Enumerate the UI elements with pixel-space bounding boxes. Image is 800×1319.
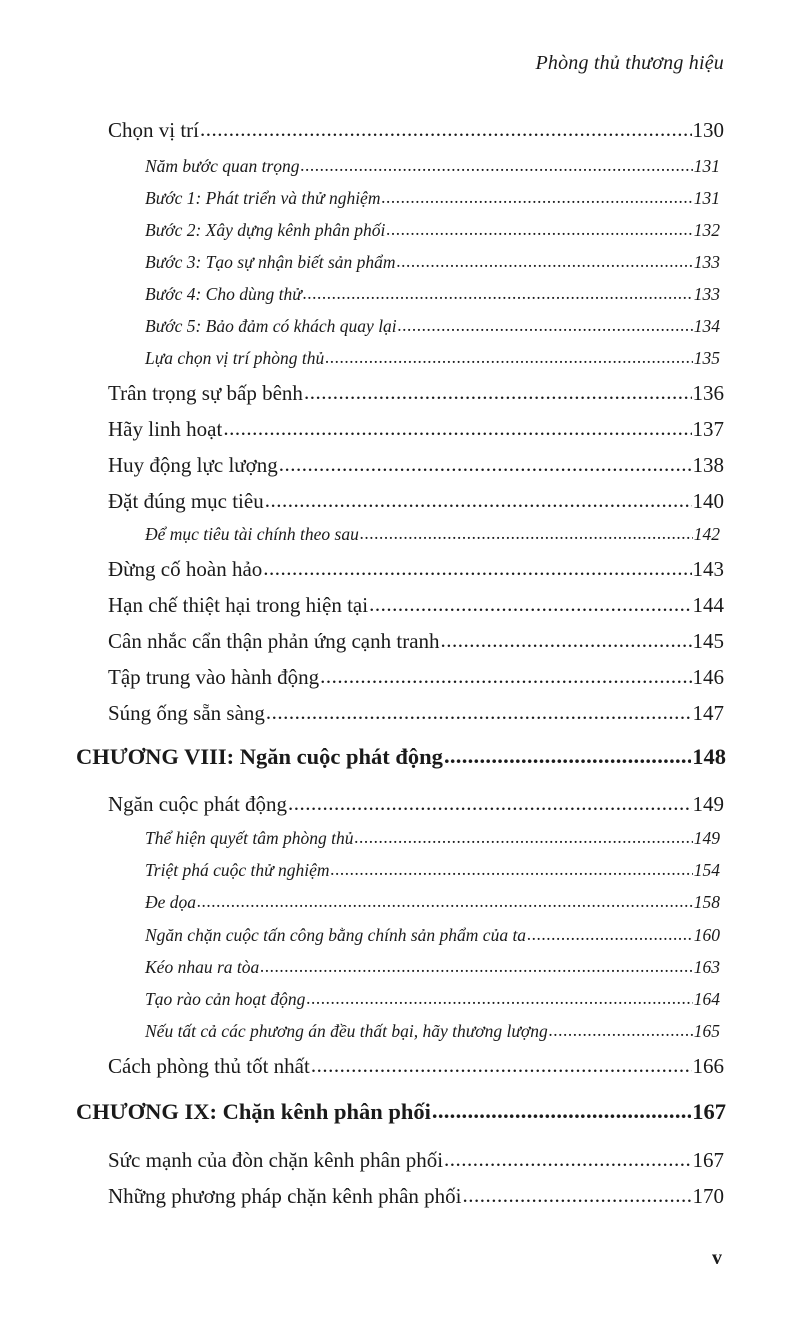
toc-entry[interactable] (108, 453, 724, 478)
toc-leader-dots (549, 1020, 693, 1041)
toc-entry-title: Cách phòng thủ tốt nhất (108, 1054, 310, 1078)
toc-entry[interactable] (145, 220, 720, 241)
toc-entry-page: 134 (693, 316, 720, 336)
toc-entry[interactable] (145, 348, 720, 369)
toc-leader-dots (381, 187, 692, 208)
toc-entry-title: Kéo nhau ra tòa (145, 957, 260, 977)
toc-leader-dots (398, 315, 693, 336)
toc-entry-title: Bước 3: Tạo sự nhận biết sản phẩm (145, 252, 396, 272)
toc-leader-dots (311, 1053, 692, 1078)
toc-entry[interactable] (145, 892, 720, 913)
toc-entry-page: 140 (692, 489, 724, 513)
toc-leader-dots (331, 859, 693, 880)
toc-entry-page: 138 (692, 453, 724, 477)
toc-entry[interactable] (108, 593, 724, 618)
toc-entry-page: 149 (692, 792, 724, 816)
toc-leader-dots (360, 523, 693, 544)
toc-leader-dots (432, 1098, 691, 1124)
toc-entry[interactable] (145, 989, 720, 1010)
toc-leader-dots (266, 700, 692, 725)
page-number: v (712, 1247, 722, 1269)
toc-entry[interactable] (145, 828, 720, 849)
toc-entry-title: Những phương pháp chặn kênh phân phối (108, 1184, 462, 1208)
toc-entry-title: Súng ống sẵn sàng (108, 701, 265, 725)
toc-entry[interactable] (108, 1054, 724, 1079)
toc-entry-page: 158 (693, 892, 720, 912)
toc-entry-page: 149 (693, 828, 720, 848)
toc-entry[interactable] (145, 156, 720, 177)
toc-leader-dots (397, 251, 693, 272)
toc-entry-title: Sức mạnh của đòn chặn kênh phân phối (108, 1148, 444, 1172)
toc-entry[interactable] (145, 284, 720, 305)
toc-entry-title: Ngăn chặn cuộc tấn công bằng chính sản phẩm của ta (145, 925, 527, 945)
toc-entry-title: Huy động lực lượng (108, 453, 278, 477)
toc-entry-page: 130 (692, 118, 724, 142)
toc-entry-title: Tạo rào cản hoạt động (145, 989, 306, 1009)
toc-entry-page: 147 (692, 701, 724, 725)
toc-leader-dots (197, 891, 693, 912)
toc-entry[interactable] (145, 252, 720, 273)
toc-entry-page: 163 (693, 957, 720, 977)
toc-entry-title: CHƯƠNG VIII: Ngăn cuộc phát động (76, 744, 443, 769)
toc-entry-title: Tập trung vào hành động (108, 665, 320, 689)
toc-leader-dots (355, 827, 693, 848)
toc-entry[interactable] (145, 188, 720, 209)
toc-entry-title: Lựa chọn vị trí phòng thủ (145, 348, 325, 368)
toc-entry-page: 132 (693, 220, 720, 240)
toc-leader-dots (288, 791, 691, 816)
toc-entry[interactable] (108, 557, 724, 582)
toc-entry-title: Thể hiện quyết tâm phòng thủ (145, 828, 354, 848)
toc-entry[interactable] (108, 1148, 724, 1173)
toc-entry-page: 164 (693, 989, 720, 1009)
toc-entry[interactable] (145, 925, 720, 946)
toc-entry[interactable] (108, 701, 724, 726)
toc-leader-dots (303, 283, 693, 304)
toc-entry[interactable] (108, 1184, 724, 1209)
toc-entry[interactable] (145, 316, 720, 337)
toc-entry[interactable] (108, 417, 724, 442)
toc-entry[interactable] (145, 957, 720, 978)
toc-entry-title: Nếu tất cả các phương án đều thất bại, hãy thương lượng (145, 1021, 548, 1041)
toc-leader-dots (260, 956, 693, 977)
toc-entry[interactable] (108, 792, 724, 817)
toc-entry-title: Hạn chế thiệt hại trong hiện tại (108, 593, 369, 617)
toc-entry-title: Để mục tiêu tài chính theo sau (145, 524, 359, 544)
toc-entry-title: Bước 5: Bảo đảm có khách quay lại (145, 316, 397, 336)
toc-leader-dots (527, 924, 693, 945)
toc-entry[interactable] (108, 629, 724, 654)
toc-entry-page: 160 (693, 925, 720, 945)
toc-entry[interactable] (108, 118, 724, 143)
toc-leader-dots (325, 347, 693, 368)
toc-entry-title: Bước 2: Xây dựng kênh phân phối (145, 220, 386, 240)
toc-entry-page: 143 (692, 557, 724, 581)
toc-entry-page: 131 (693, 188, 720, 208)
toc-leader-dots (304, 380, 692, 405)
toc-leader-dots (265, 488, 692, 513)
toc-entry[interactable] (108, 665, 724, 690)
toc-entry[interactable] (145, 1021, 720, 1042)
toc-leader-dots (444, 743, 691, 769)
toc-leader-dots (223, 416, 691, 441)
toc-leader-dots (462, 1183, 691, 1208)
toc-entry-page: 146 (692, 665, 724, 689)
toc-entry-title: CHƯƠNG IX: Chặn kênh phân phối (76, 1099, 431, 1124)
toc-entry-page: 165 (693, 1021, 720, 1041)
toc-entry[interactable] (108, 381, 724, 406)
toc-entry-title: Đặt đúng mục tiêu (108, 489, 264, 513)
toc-entry-page: 131 (693, 156, 720, 176)
toc-entry[interactable] (145, 860, 720, 881)
toc-entry-title: Chọn vị trí (108, 118, 200, 142)
toc-entry-title: Triệt phá cuộc thử nghiệm (145, 860, 330, 880)
toc-chapter-heading[interactable] (76, 744, 726, 770)
toc-entry-page: 133 (693, 252, 720, 272)
toc-leader-dots (279, 452, 692, 477)
toc-entry-title: Bước 1: Phát triển và thử nghiệm (145, 188, 381, 208)
toc-leader-dots (441, 628, 692, 653)
toc-leader-dots (386, 219, 692, 240)
toc-entry-page: 166 (692, 1054, 724, 1078)
toc-entry-title: Hãy linh hoạt (108, 417, 223, 441)
toc-entry-title: Bước 4: Cho dùng thử (145, 284, 302, 304)
toc-leader-dots (369, 592, 691, 617)
toc-entry-page: 154 (693, 860, 720, 880)
running-header: Phòng thủ thương hiệu (535, 52, 724, 74)
toc-entry-page: 145 (692, 629, 724, 653)
toc-leader-dots (306, 988, 692, 1009)
toc-leader-dots (263, 556, 691, 581)
toc-entry-title: Trân trọng sự bấp bênh (108, 381, 303, 405)
toc-entry-page: 170 (692, 1184, 724, 1208)
toc-entry-title: Đe dọa (145, 892, 197, 912)
toc-entry-page: 148 (692, 744, 726, 769)
toc-entry-page: 144 (692, 593, 724, 617)
toc-entry-title: Ngăn cuộc phát động (108, 792, 288, 816)
toc-entry[interactable] (108, 489, 724, 514)
toc-leader-dots (320, 664, 691, 689)
toc-entry-title: Đừng cố hoàn hảo (108, 557, 263, 581)
toc-entry-page: 135 (693, 348, 720, 368)
toc-entry[interactable] (145, 524, 720, 545)
toc-entry-page: 136 (692, 381, 724, 405)
toc-chapter-heading[interactable] (76, 1099, 726, 1125)
toc-leader-dots (200, 117, 691, 142)
toc-entry-page: 133 (693, 284, 720, 304)
toc-entry-page: 137 (692, 417, 724, 441)
toc-entry-title: Năm bước quan trọng (145, 156, 300, 176)
toc-entry-page: 167 (692, 1148, 724, 1172)
toc-leader-dots (444, 1147, 691, 1172)
toc-leader-dots (301, 155, 693, 176)
toc-entry-page: 142 (693, 524, 720, 544)
toc-entry-title: Cân nhắc cẩn thận phản ứng cạnh tranh (108, 629, 440, 653)
toc-entry-page: 167 (692, 1099, 726, 1124)
